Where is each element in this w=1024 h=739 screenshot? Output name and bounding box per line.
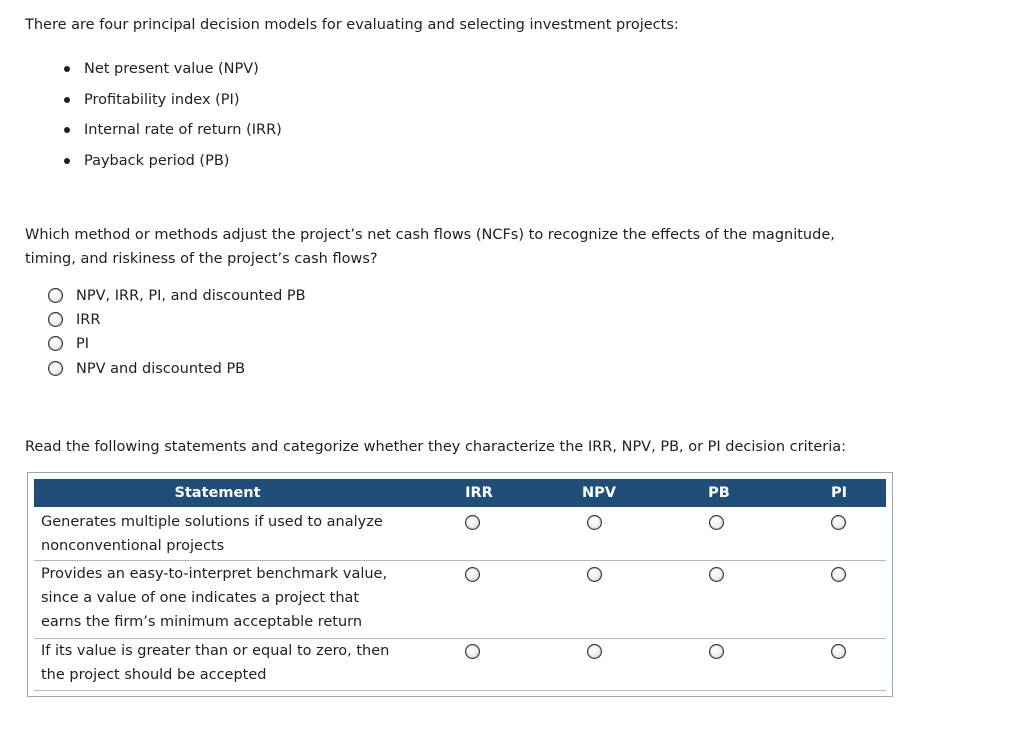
table-header xyxy=(34,479,886,507)
header-npv: NPV xyxy=(582,485,616,501)
statement-text: If its value is greater than or equal to zero, then xyxy=(41,643,390,659)
irr-radio-icon[interactable] xyxy=(465,644,480,659)
bullet-icon xyxy=(64,158,70,164)
question1-line-2: timing, and riskiness of the project’s cash flows? xyxy=(25,251,378,267)
irr-radio-icon[interactable] xyxy=(465,515,480,530)
bullet-icon xyxy=(64,97,70,103)
pb-radio-icon[interactable] xyxy=(709,567,724,582)
intro-text: There are four principal decision models for evaluating and selecting investment projects: xyxy=(25,17,679,33)
bullet-icon xyxy=(64,127,70,133)
statement-text: Generates multiple solutions if used to analyze xyxy=(41,514,383,530)
npv-radio-icon[interactable] xyxy=(587,567,602,582)
header-statement: Statement xyxy=(174,485,261,501)
table-row xyxy=(34,509,886,561)
categorize-table xyxy=(27,472,893,697)
table-row xyxy=(34,562,886,639)
npv-radio-icon[interactable] xyxy=(587,515,602,530)
pb-radio-icon[interactable] xyxy=(709,515,724,530)
bullet-icon xyxy=(64,66,70,72)
radio-button-icon[interactable] xyxy=(48,312,63,327)
irr-radio-icon[interactable] xyxy=(465,567,480,582)
header-pb: PB xyxy=(708,485,730,501)
pb-radio-icon[interactable] xyxy=(709,644,724,659)
table-row xyxy=(34,639,886,691)
radio-button-icon[interactable] xyxy=(48,336,63,351)
radio-button-icon[interactable] xyxy=(48,288,63,303)
statement-text: earns the firm’s minimum acceptable return xyxy=(41,614,363,630)
header-pi: PI xyxy=(830,485,848,501)
question2-prompt: Read the following statements and categorize whether they characterize the IRR, NPV, PB, or PI decision criteria: xyxy=(25,439,847,455)
statement-text: the project should be accepted xyxy=(41,667,267,683)
statement-text: Provides an easy-to-interpret benchmark value, xyxy=(41,566,388,582)
statement-text: nonconventional projects xyxy=(41,538,225,554)
pi-radio-icon[interactable] xyxy=(831,515,846,530)
pi-radio-icon[interactable] xyxy=(831,567,846,582)
npv-radio-icon[interactable] xyxy=(587,644,602,659)
pi-radio-icon[interactable] xyxy=(831,644,846,659)
question1-line-1: Which method or methods adjust the project’s net cash flows (NCFs) to recognize the effects of the magnitude, xyxy=(25,227,835,243)
radio-button-icon[interactable] xyxy=(48,361,63,376)
statement-text: since a value of one indicates a project that xyxy=(41,590,360,606)
header-irr: IRR xyxy=(465,485,493,501)
